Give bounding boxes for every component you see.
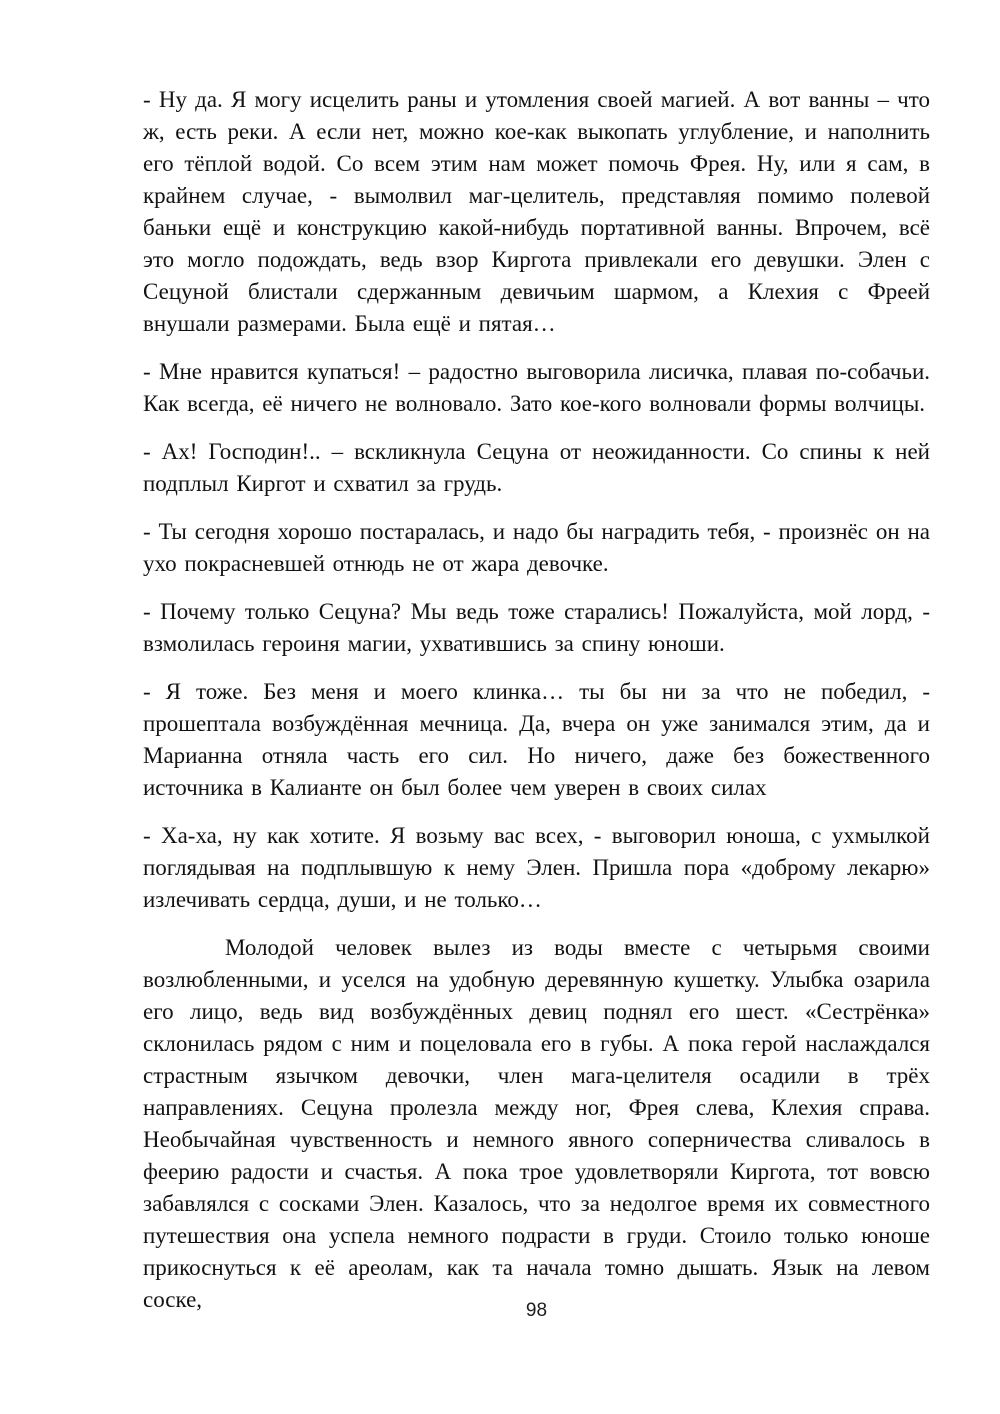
page-number: 98 — [525, 1300, 548, 1321]
paragraph-dialogue-6: - Я тоже. Без меня и моего клинка… ты бы ни за что не победил, - прошептала возбуждённая мечница. Да, вчера он уже занимался этим, да и Марианна отняла часть его сил. Но ничего, даже без божественного источника в Калианте он был более чем уверен в своих силах — [143, 679, 930, 800]
paragraph-dialogue-3: - Ах! Господин!.. – вскликнула Сецуна от неожиданности. Со спины к ней подплыл Киргот и схватил за грудь. — [143, 439, 930, 496]
paragraph-narrative: Молодой человек вылез из воды вместе с четырьмя своими возлюбленными, и уселся на удобную деревянную кушетку. Улыбка озарила его лицо, ведь вид возбуждённых девиц поднял его шест. «Сестрёнка» склонилась рядом с ним и поцеловала его в губы. А пока герой наслаждался страстным язычком девочки, член мага-целителя осадили в трёх направлениях. Сецуна пролезла между ног, Фрея слева, Клехия справа. Необычайная чувственность и немного явного соперничества сливалось в феерию радости и счастья. А пока трое удовлетворяли Киргота, тот вовсю забавлялся с сосками Элен. Казалось, что за недолгое время их совместного путешествия она успела немного подрасти в груди. Стоило только юноше прикоснуться к её ареолам, как та начала томно дышать. Язык на левом соске, — [143, 935, 930, 1312]
text-block — [143, 84, 930, 1332]
paragraph-dialogue-5: - Почему только Сецуна? Мы ведь тоже старались! Пожалуйста, мой лорд, - взмолилась героиня магии, ухватившись за спину юноши. — [143, 599, 930, 656]
paragraph-dialogue-2: - Мне нравится купаться! – радостно выговорила лисичка, плавая по-собачьи. Как всегда, её ничего не волновало. Зато кое-кого волновали формы волчицы. — [143, 359, 930, 416]
paragraph-dialogue-4: - Ты сегодня хорошо постаралась, и надо бы наградить тебя, - произнёс он на ухо покрасневшей отнюдь не от жара девочке. — [143, 519, 930, 576]
paragraph-dialogue-7: - Ха-ха, ну как хотите. Я возьму вас всех, - выговорил юноша, с ухмылкой поглядывая на подплывшую к нему Элен. Пришла пора «доброму лекарю» излечивать сердца, души, и не только… — [143, 823, 930, 912]
paragraph-dialogue-1: - Ну да. Я могу исцелить раны и утомления своей магией. А вот ванны – что ж, есть реки. А если нет, можно кое-как выкопать углубление, и наполнить его тёплой водой. Со всем этим нам может помочь Фрея. Ну, или я сам, в крайнем случае, - вымолвил маг-целитель, представляя помимо полевой баньки ещё и конструкцию какой-нибудь портативной ванны. Впрочем, всё это могло подождать, ведь взор Киргота привлекали его девушки. Элен с Сецуной блистали сдержанным девичьим шармом, а Клехия с Фреей внушали размерами. Была ещё и пятая… — [143, 87, 930, 336]
